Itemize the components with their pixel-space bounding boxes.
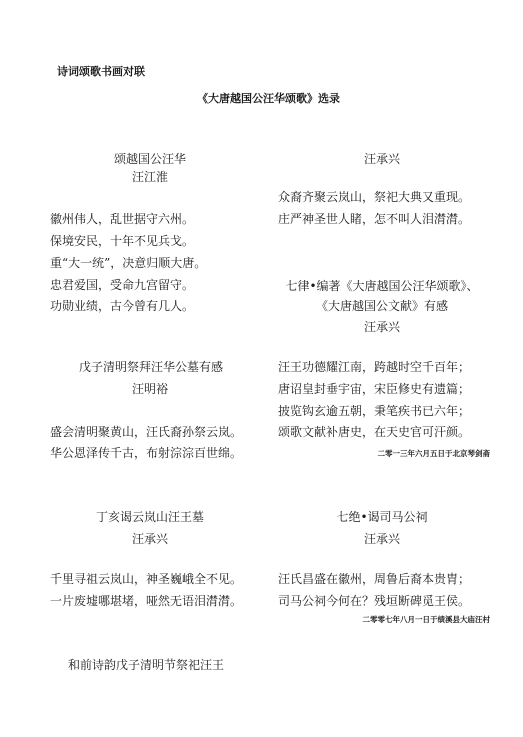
poem-line: 唐诏皇封垂宇宙，宋臣修史有遗篇； [278, 382, 471, 396]
poem-author: 汪承兴 [363, 320, 400, 334]
poem-line: 一片废墟哪堪堵，哑然无语泪潸潸。 [50, 594, 243, 608]
poem-line: 披览钩玄逾五朝，秉笔疾书已六年； [278, 404, 471, 418]
poem-line: 颂歌文献补唐史，在天史官可汗颜。 [278, 425, 471, 439]
poem-title: 《大唐越国公文献》有感 [315, 299, 448, 313]
poem-line: 重“大一统”，决意归顺大唐。 [50, 256, 207, 270]
poem-line: 司马公祠今何在？残垣断碑觅王侯。 [278, 594, 471, 608]
poem-line: 千里寻祖云岚山，神圣巍峨全不见。 [50, 572, 243, 586]
poem-line: 盛会清明聚黄山，汪氏裔孙祭云岚。 [50, 425, 243, 439]
poem-title: 七绝•谒司马公祠 [336, 510, 428, 524]
poem-date-note: 二零一三年六月五日于北京琴剑斋 [377, 449, 490, 458]
poem-line: 保境安民，十年不见兵戈。 [50, 234, 195, 248]
poem-date-note: 二零零七年八月一日于绩溪县大庙汪村 [362, 615, 490, 624]
poem-author: 汪承兴 [363, 152, 400, 166]
poem-line: 众裔齐聚云岚山，祭祀大典又重现。 [278, 190, 471, 204]
poem-title: 丁亥谒云岚山汪王墓 [95, 510, 204, 524]
poem-line: 华公恩泽传千古，布射淙淙百世绵。 [50, 446, 243, 460]
poem-line: 汪氏昌盛在徽州，周鲁后裔本贵胄； [278, 572, 471, 586]
page-subtitle: 《大唐越国公汪华颂歌》选录 [197, 92, 340, 105]
section-title: 诗词颂歌书画对联 [57, 65, 145, 78]
poem-author: 汪明裕 [131, 382, 168, 396]
poem-title: 颂越国公汪华 [113, 152, 186, 166]
closing-poem-title: 和前诗韵戊子清明节祭祀汪王 [68, 658, 225, 672]
poem-author: 汪江淮 [131, 170, 168, 184]
poem-title: 戊子清明祭拜汪华公墓有感 [78, 360, 223, 374]
poem-author: 汪承兴 [131, 532, 168, 546]
poem-line: 徽州伟人，乱世据守六州。 [50, 212, 195, 226]
poem-line: 汪王功德耀江南，跨越时空千百年； [278, 360, 471, 374]
poem-title: 七律•编著《大唐越国公汪华颂歌》、 [285, 279, 479, 293]
poem-author: 汪承兴 [363, 532, 400, 546]
poem-line: 庄严神圣世人睹，怎不叫人泪潸潸。 [278, 212, 471, 226]
poem-line: 功勋业绩，古今曾有几人。 [50, 299, 195, 313]
poem-line: 忠君爱国，受命九宫留守。 [50, 278, 195, 292]
